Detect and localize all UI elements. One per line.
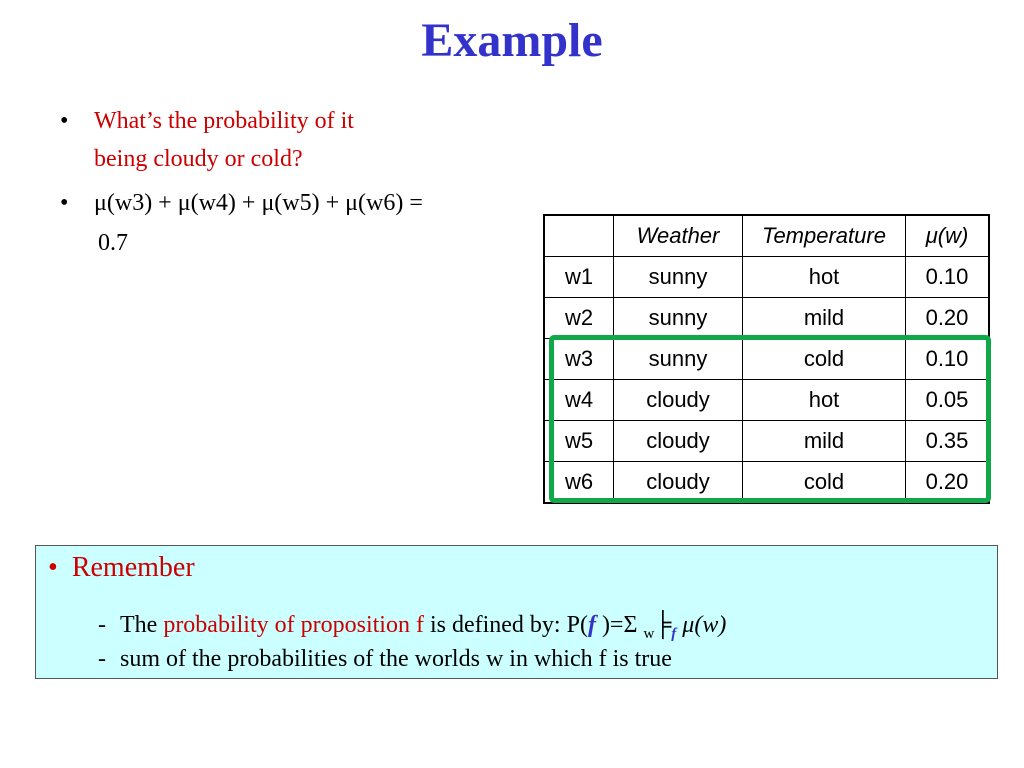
question-bullet: [60, 102, 390, 178]
dash-icon: -: [98, 612, 106, 638]
remember-box: [35, 545, 998, 679]
table-cell: mild: [743, 421, 906, 462]
table-row: [544, 462, 989, 504]
sum-description-line: [98, 646, 672, 673]
bullet-dot-icon: •: [48, 552, 58, 583]
sum-description-text: sum of the probabilities of the worlds w in which f is true: [120, 646, 672, 672]
table-row: [544, 339, 989, 380]
table-cell: w1: [544, 257, 614, 298]
bullet-list: [60, 102, 423, 262]
table-header-cell: Temperature: [743, 215, 906, 257]
table-cell: w3: [544, 339, 614, 380]
table-cell: w6: [544, 462, 614, 504]
table-cell: hot: [743, 257, 906, 298]
table-row: [544, 298, 989, 339]
table-header-cell: Weather: [614, 215, 743, 257]
world-probability-table: [543, 214, 990, 504]
bullet-dot-icon: •: [60, 190, 69, 216]
table-cell: w5: [544, 421, 614, 462]
slide-title: Example: [421, 14, 603, 67]
table-cell: w4: [544, 380, 614, 421]
table-cell: cold: [743, 462, 906, 504]
table-cell: sunny: [614, 257, 743, 298]
table-row: [544, 257, 989, 298]
table-header-cell: [544, 215, 614, 257]
table-cell: cloudy: [614, 462, 743, 504]
remember-heading-text: Remember: [71, 552, 195, 583]
table-cell: 0.10: [906, 257, 990, 298]
table-cell: cold: [743, 339, 906, 380]
formula-f: f: [587, 612, 596, 638]
table-row: [544, 380, 989, 421]
formula-sub-f: f: [671, 626, 677, 642]
definition-term: probability of proposition f: [163, 612, 424, 638]
question-line-2: being cloudy or cold?: [94, 146, 303, 172]
table-cell: 0.35: [906, 421, 990, 462]
table-cell: w2: [544, 298, 614, 339]
answer-bullet: [60, 184, 423, 262]
table-cell: cloudy: [614, 421, 743, 462]
table-cell: 0.05: [906, 380, 990, 421]
table-cell: 0.20: [906, 298, 990, 339]
definition-prefix: The: [120, 612, 164, 638]
table-header-row: [544, 215, 989, 257]
table-cell: sunny: [614, 339, 743, 380]
table-cell: 0.20: [906, 462, 990, 504]
table-cell: mild: [743, 298, 906, 339]
table-cell: sunny: [614, 298, 743, 339]
answer-value: 0.7: [98, 230, 128, 256]
table-cell: 0.10: [906, 339, 990, 380]
turnstile-icon: ╞: [654, 612, 672, 638]
dash-icon: -: [98, 646, 106, 672]
bullet-dot-icon: •: [60, 108, 69, 134]
table-cell: cloudy: [614, 380, 743, 421]
definition-middle: is defined by: P(: [423, 612, 588, 638]
table-row: [544, 421, 989, 462]
formula-mu: μ(w): [676, 612, 727, 638]
remember-heading: [48, 552, 195, 584]
question-line-1: What’s the probability of it: [94, 108, 354, 134]
definition-line: [98, 612, 727, 642]
formula-sum: )=Σ: [595, 612, 644, 638]
formula-sub-w: w: [643, 626, 655, 642]
answer-expression: μ(w3) + μ(w4) + μ(w5) + μ(w6) =: [94, 190, 423, 216]
table-cell: hot: [743, 380, 906, 421]
table-header-cell: μ(w): [906, 215, 990, 257]
